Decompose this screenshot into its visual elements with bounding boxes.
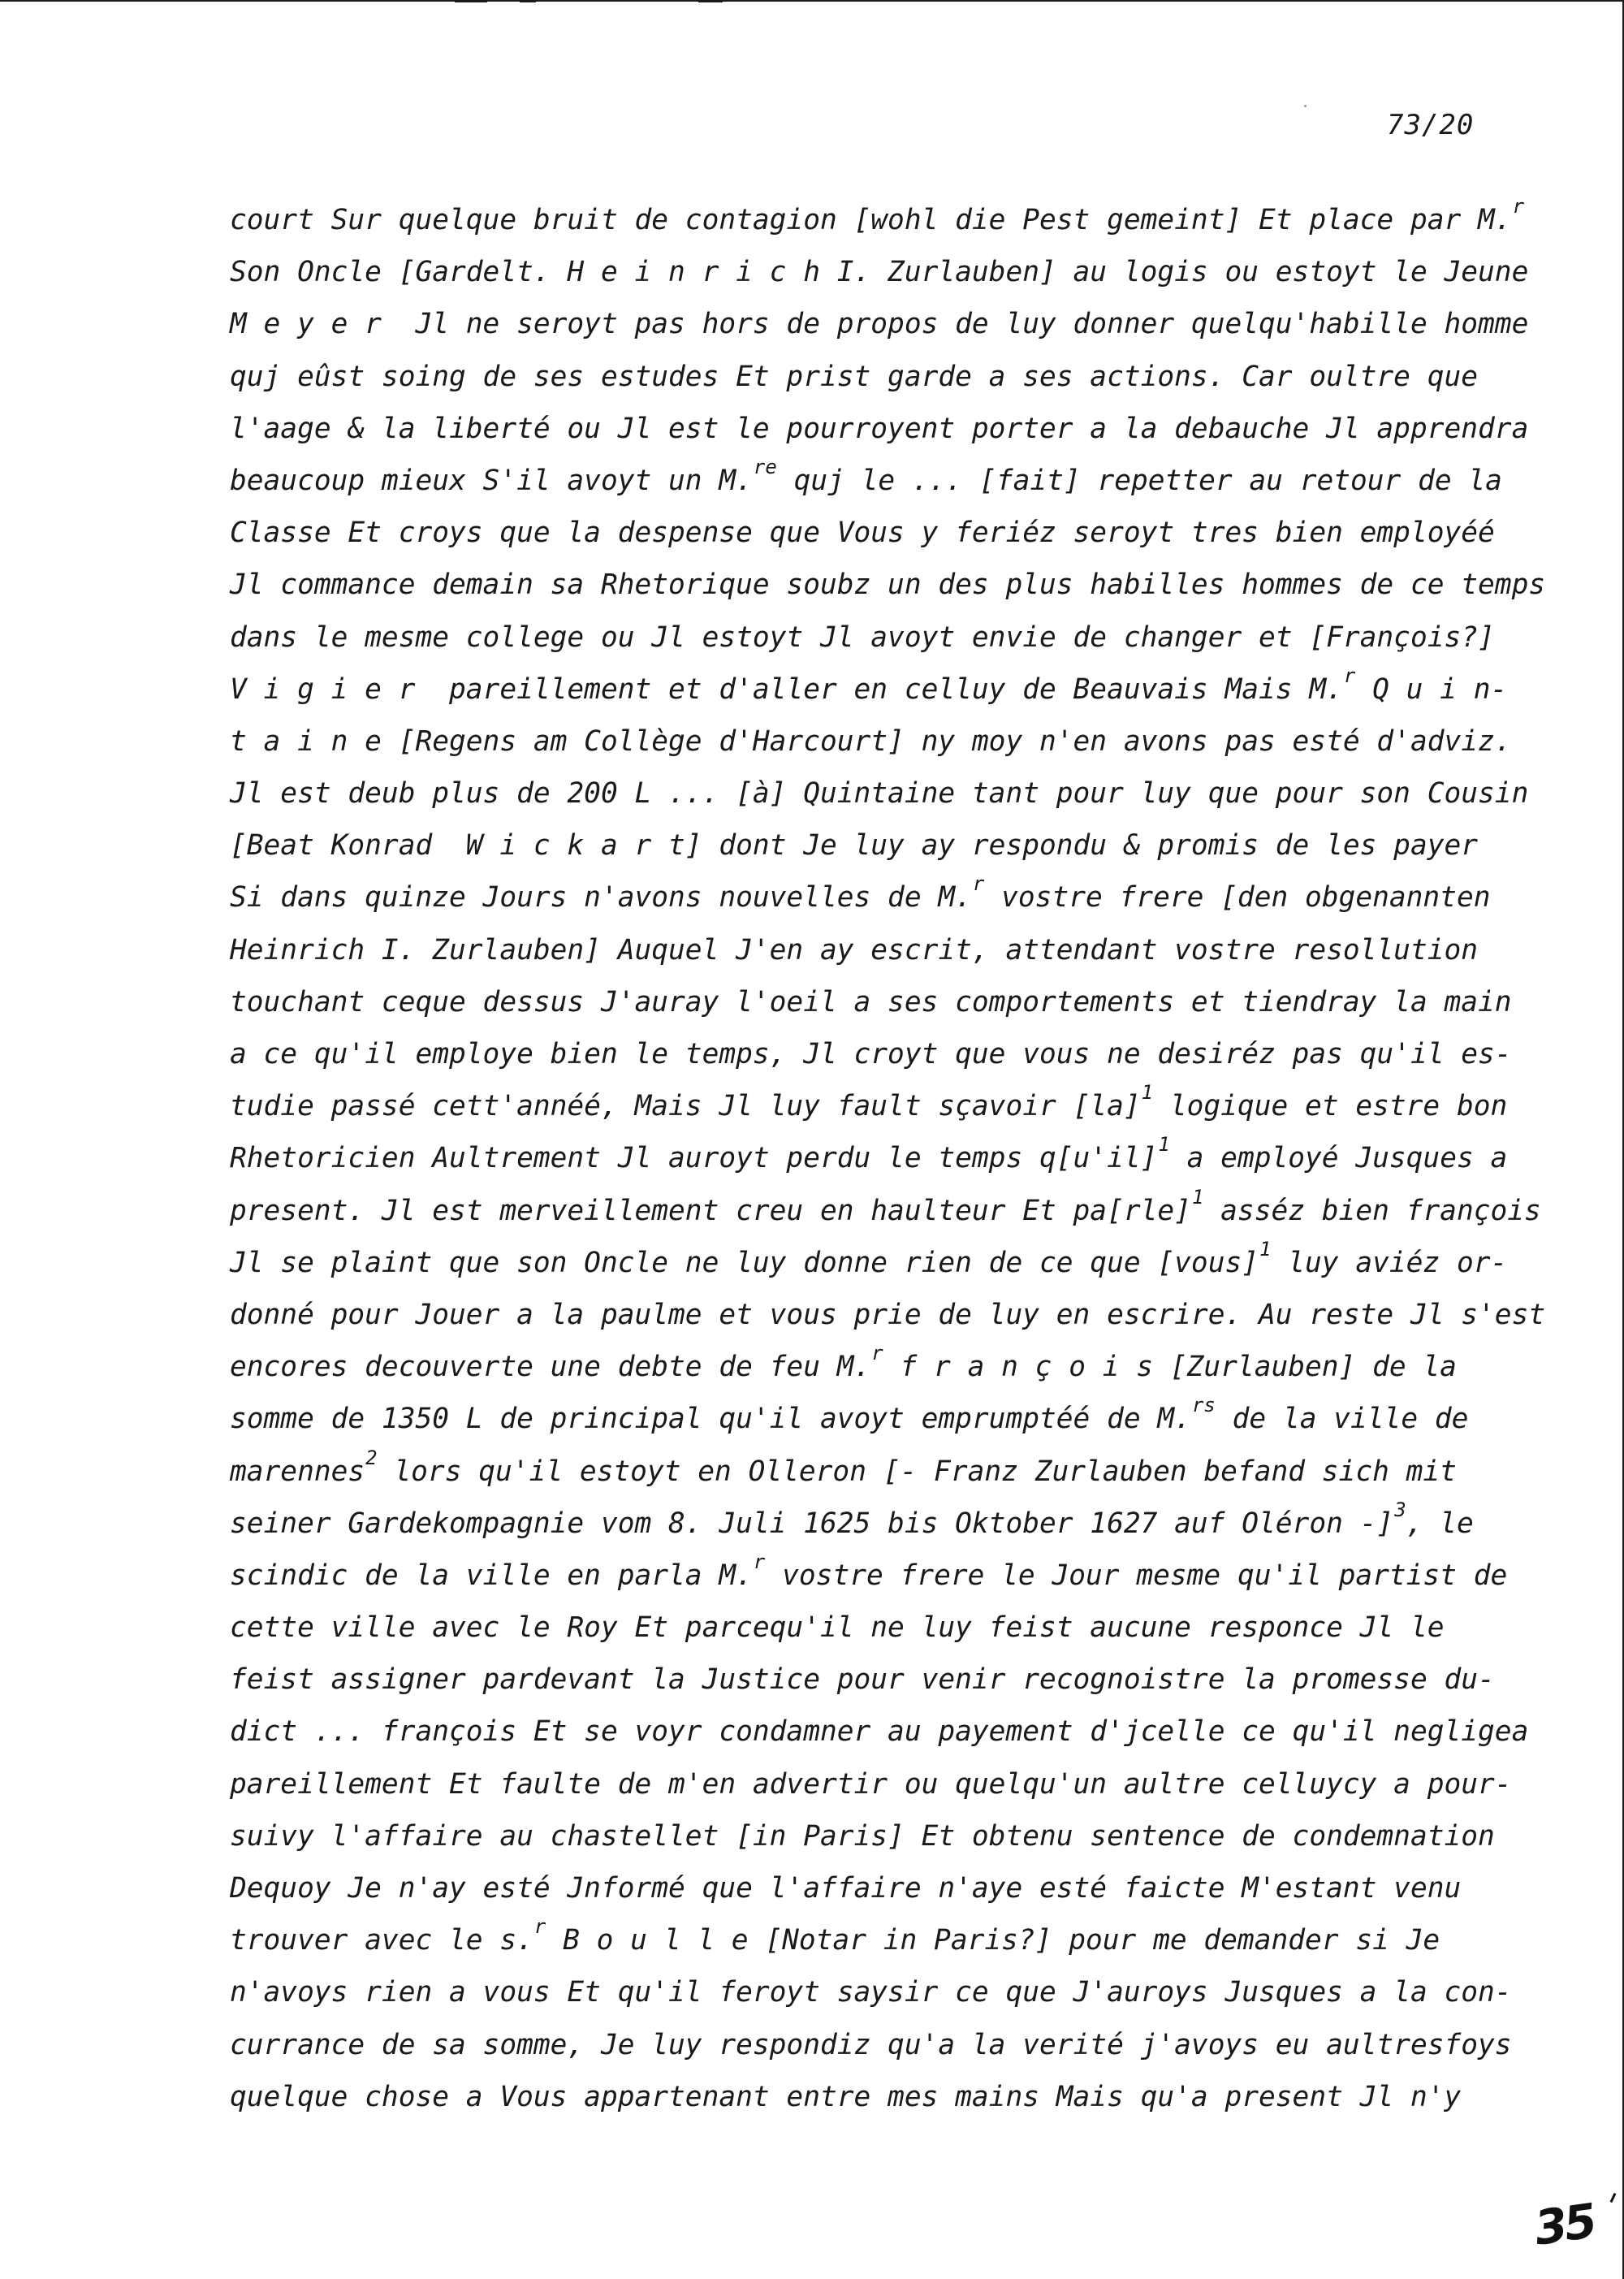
superscript: 1 xyxy=(1191,1185,1204,1209)
line-text: , le xyxy=(1406,1507,1474,1540)
line-text: Dequoy Je n'ay esté Jnformé que l'affaire n'aye esté faicte M'estant venu xyxy=(230,1872,1462,1905)
line-text: luy aviéz or- xyxy=(1271,1246,1508,1279)
text-line xyxy=(230,246,1594,298)
line-text: V i g i e r pareillement et d'aller en celluy de Beauvais Mais M. xyxy=(230,672,1343,706)
text-line xyxy=(230,716,1594,768)
line-text: suivy l'affaire au chastellet [in Paris] Et obtenu sentence de condemnation xyxy=(230,1819,1495,1853)
top-edge-mark xyxy=(455,0,487,2)
superscript: 2 xyxy=(365,1446,378,1469)
text-line xyxy=(230,1550,1594,1602)
text-line xyxy=(230,768,1594,819)
line-text: vostre frere le Jour mesme qu'il partist de xyxy=(765,1559,1508,1592)
speck-mark xyxy=(1304,105,1307,107)
line-text: B o u l l e [Notar in Paris?] pour me demander si Je xyxy=(546,1924,1440,1957)
text-line xyxy=(230,1237,1594,1289)
line-text: a employé Jusques a xyxy=(1169,1142,1508,1175)
superscript: re xyxy=(753,455,777,478)
text-line xyxy=(230,2019,1594,2071)
text-line xyxy=(230,1862,1594,1914)
line-text: Jl se plaint que son Oncle ne luy donne rien de ce que [vous] xyxy=(230,1246,1259,1279)
text-line xyxy=(230,351,1594,403)
line-text: t a i n e [Regens am Collège d'Harcourt] ny moy n'en avons pas esté d'adviz. xyxy=(230,724,1512,758)
superscript: rs xyxy=(1191,1394,1216,1417)
line-text: dict ... françois Et se voyr condamner au payement d'jcelle ce qu'il negligea xyxy=(230,1715,1529,1749)
line-text: Heinrich I. Zurlauben] Auquel J'en ay escrit, attendant vostre resollution xyxy=(230,933,1479,967)
text-line xyxy=(230,559,1594,611)
superscript: r xyxy=(871,1342,883,1365)
text-line xyxy=(230,819,1594,871)
superscript: r xyxy=(1343,664,1356,687)
text-line xyxy=(230,1498,1594,1550)
text-line xyxy=(230,924,1594,976)
line-text: asséz bien françois xyxy=(1203,1194,1541,1227)
text-line xyxy=(230,1602,1594,1654)
text-line xyxy=(230,1393,1594,1445)
text-line xyxy=(230,1706,1594,1758)
text-line xyxy=(230,871,1594,923)
superscript: 1 xyxy=(1158,1133,1170,1157)
line-text: Son Oncle [Gardelt. H e i n r i c h I. Zurlauben] au logis ou estoyt le Jeune xyxy=(230,256,1529,289)
text-line xyxy=(230,1914,1594,1966)
folio-number: 35 xyxy=(1531,2193,1598,2256)
line-text: lors qu'il estoyt en Olleron [- Franz Zurlauben befand sich mit xyxy=(377,1455,1457,1488)
top-edge-mark xyxy=(698,0,723,2)
line-text: donné pour Jouer a la paulme et vous prie de luy en escrire. Au reste Jl s'est xyxy=(230,1298,1546,1331)
line-text: quj le ... [fait] repetter au retour de la xyxy=(776,464,1502,497)
text-line xyxy=(230,1132,1594,1184)
line-text: [Beat Konrad W i c k a r t] dont Je luy ay respondu & promis de les payer xyxy=(230,829,1479,863)
line-text: n'avoys rien a vous Et qu'il feroyt saysir ce que J'auroys Jusques a la con- xyxy=(230,1976,1512,2009)
line-text: Si dans quinze Jours n'avons nouvelles de M. xyxy=(230,881,972,915)
text-line xyxy=(230,612,1594,664)
text-line xyxy=(230,1289,1594,1341)
line-text: Jl commance demain sa Rhetorique soubz un des plus habilles hommes de ce temps xyxy=(230,569,1546,602)
line-text: logique et estre bon xyxy=(1153,1090,1508,1123)
text-line xyxy=(230,298,1594,350)
text-line xyxy=(230,1966,1594,2018)
line-text: M e y e r Jl ne seroyt pas hors de propos de luy donner quelqu'habille homme xyxy=(230,308,1529,341)
text-line xyxy=(230,1654,1594,1706)
text-line xyxy=(230,1758,1594,1810)
line-text: Jl est deub plus de 200 L ... [à] Quintaine tant pour luy que pour son Cousin xyxy=(230,777,1529,811)
top-edge-mark xyxy=(520,0,536,2)
text-line xyxy=(230,507,1594,559)
superscript: r xyxy=(972,872,985,896)
folio-tick-mark xyxy=(1610,2193,1617,2203)
line-text: l'aage & la liberté ou Jl est le pourroyent porter a la debauche Jl apprendra xyxy=(230,412,1529,445)
text-line xyxy=(230,455,1594,507)
superscript: r xyxy=(1512,195,1525,218)
text-line xyxy=(230,194,1594,246)
line-text: pareillement Et faulte de m'en advertir ou quelqu'un aultre celluycy a pour- xyxy=(230,1767,1512,1801)
line-text: feist assigner pardevant la Justice pour venir recognoistre la promesse du- xyxy=(230,1663,1495,1697)
line-text: Rhetoricien Aultrement Jl auroyt perdu le temps q[u'il] xyxy=(230,1142,1158,1175)
line-text: scindic de la ville en parla M. xyxy=(230,1559,753,1592)
text-line xyxy=(230,1028,1594,1080)
line-text: dans le mesme college ou Jl estoyt Jl avoyt envie de changer et [François?] xyxy=(230,621,1495,654)
line-text: somme de 1350 L de principal qu'il avoyt emprumptéé de M. xyxy=(230,1403,1191,1436)
line-text: marennes xyxy=(230,1455,365,1488)
superscript: r xyxy=(753,1550,766,1573)
line-text: quj eûst soing de ses estudes Et prist garde a ses actions. Car oultre que xyxy=(230,360,1479,393)
text-line xyxy=(230,1810,1594,1862)
line-text: seiner Gardekompagnie vom 8. Juli 1625 bis Oktober 1627 auf Oléron -] xyxy=(230,1507,1394,1540)
line-text: beaucoup mieux S'il avoyt un M. xyxy=(230,464,753,497)
line-text: vostre frere [den obgenannten xyxy=(984,881,1491,915)
text-line xyxy=(230,1080,1594,1132)
transcription-body xyxy=(230,194,1594,2123)
line-text: de la ville de xyxy=(1215,1403,1469,1436)
line-text: a ce qu'il employe bien le temps, Jl croyt que vous ne desiréz pas qu'il es- xyxy=(230,1038,1512,1070)
line-text: f r a n ç o i s [Zurlauben] de la xyxy=(883,1351,1457,1384)
line-text: present. Jl est merveillement creu en haulteur Et pa[rle] xyxy=(230,1194,1191,1227)
line-text: trouver avec le s. xyxy=(230,1924,533,1957)
superscript: 1 xyxy=(1259,1237,1272,1261)
line-text: court Sur quelque bruit de contagion [wohl die Pest gemeint] Et place par M. xyxy=(230,204,1512,236)
superscript: r xyxy=(533,1915,546,1939)
line-text: cette ville avec le Roy Et parcequ'il ne luy feist aucune responce Jl le xyxy=(230,1611,1445,1645)
text-line xyxy=(230,403,1594,455)
line-text: Q u i n- xyxy=(1355,672,1508,706)
line-text: currance de sa somme, Je luy respondiz qu'a la verité j'avoys eu aultresfoys xyxy=(230,2028,1512,2061)
line-text: Classe Et croys que la despense que Vous y feriéz seroyt tres bien employéé xyxy=(230,517,1495,550)
text-line xyxy=(230,664,1594,716)
text-line xyxy=(230,1185,1594,1237)
line-text: tudie passé cett'annéé, Mais Jl luy fault sçavoir [la] xyxy=(230,1090,1141,1123)
text-line xyxy=(230,1446,1594,1498)
superscript: 3 xyxy=(1394,1498,1406,1521)
text-line xyxy=(230,1341,1594,1393)
text-line xyxy=(230,976,1594,1028)
line-text: encores decouverte une debte de feu M. xyxy=(230,1351,871,1384)
line-text: quelque chose a Vous appartenant entre mes mains Mais qu'a present Jl n'y xyxy=(230,2080,1462,2113)
text-line xyxy=(230,2071,1594,2123)
page-number: 73/20 xyxy=(1387,109,1475,141)
line-text: touchant ceque dessus J'auray l'oeil a ses comportements et tiendray la main xyxy=(230,985,1512,1018)
superscript: 1 xyxy=(1141,1081,1154,1105)
